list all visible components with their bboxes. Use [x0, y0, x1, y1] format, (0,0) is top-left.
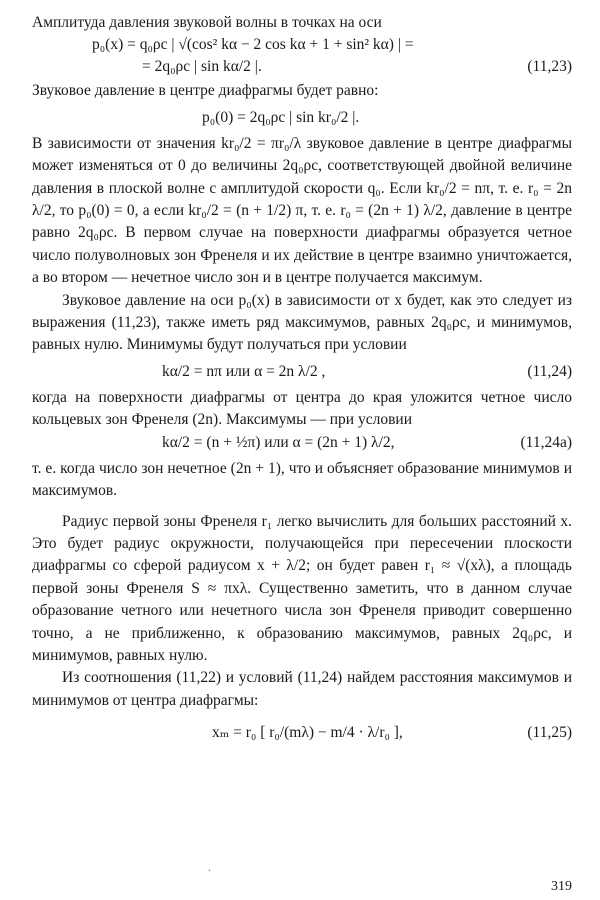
equation-center — [32, 103, 572, 133]
equation-center-body: p₀(0) = 2q₀ρc | sin kr₀/2 |. — [202, 108, 360, 126]
equation-11-24a-body: kα/2 = (n + ½π) или α = (2n + 1) λ/2, — [162, 433, 395, 451]
paragraph-axis-pressure: Звуковое давление на оси p₀(x) в зависимости от x будет, как это следует из выражения (11,23), также иметь ряд максимумов, равных 2q₀ρc, и минимумов, равных нулю. Минимумы будут получаться при условии — [32, 291, 572, 354]
equation-11-25 — [32, 712, 572, 748]
equation-11-23-line2: = 2q₀ρc | sin kα/2 |. — [142, 58, 262, 76]
paragraph-fresnel-radius: Радиус первой зоны Френеля r₁ легко вычислить для больших расстояний x. Это будет радиус окружности, получающейся при пересечении плоскости диафрагмы со сферой радиусом x + λ/2; он будет равен r₁ ≈ √(xλ), а площадь первой зоны Френеля S ≈ πxλ. Существенно заметить, что в данном случае образование четного или нечетного числа зон Френеля приводит совершенно точно, а не приближенно, к образованию максимумов, равных 2q₀ρc, и минимумов, равных нулю. — [32, 512, 572, 664]
paragraph-dependence: В зависимости от значения kr₀/2 = πr₀/λ звуковое давление в центре диафрагмы может изменяться от 0 до величины 2q₀ρc, соответствующей двойной величине давления в плоской волне с амплитудой скорости q₀. Если kr₀/2 = nπ, т. е. r₀ = 2n λ/2, то p₀(0) = 0, а если kr₀/2 = (n + 1/2) π, т. е. r₀ = (2n + 1) λ/2, давление в центре равно 2q₀ρc. В первом случае на поверхности диафрагмы образуется четное число полуволновых зон Френеля и их действие в центре взаимно уничтожается, а во втором — нечетное число зон и в центре получается максимум. — [32, 134, 572, 287]
paragraph-distances: Из соотношения (11,22) и условий (11,24) найдем расстояния максимумов и минимумов от центра диафрагмы: — [32, 669, 572, 709]
paragraph-center-pressure: Звуковое давление в центре диафрагмы будет равно: — [32, 82, 379, 100]
equation-11-23 — [32, 34, 572, 80]
equation-11-24 — [32, 357, 572, 387]
equation-number: (11,24) — [527, 362, 572, 380]
equation-number: (11,25) — [527, 724, 572, 742]
print-speck: . — [208, 863, 211, 874]
equation-11-23-line1: p₀(x) = q₀ρc | √(cos² kα − 2 cos kα + 1 + sin² kα) | = — [92, 36, 414, 54]
paragraph-minima-condition: когда на поверхности диафрагмы от центра до края уложится четное число кольцевых зон Френеля (2n). Максимумы — при условии — [32, 388, 572, 429]
equation-number: (11,24a) — [520, 433, 572, 451]
page-body — [32, 12, 572, 748]
page-footer — [32, 863, 572, 896]
paragraph-intro: Амплитуда давления звуковой волны в точках на оси — [32, 14, 382, 31]
page-number: 319 — [551, 879, 572, 894]
equation-11-25-body: xₘ = r₀ [ r₀/(mλ) − m/4 · λ/r₀ ], — [212, 724, 403, 742]
equation-number: (11,23) — [527, 58, 572, 76]
paragraph-odd-zones: т. е. когда число зон нечетное (2n + 1), что и объясняет образование минимумов и максимумов. — [32, 459, 572, 500]
equation-11-24a — [32, 432, 572, 458]
equation-11-24-body: kα/2 = nπ или α = 2n λ/2 , — [162, 362, 326, 380]
